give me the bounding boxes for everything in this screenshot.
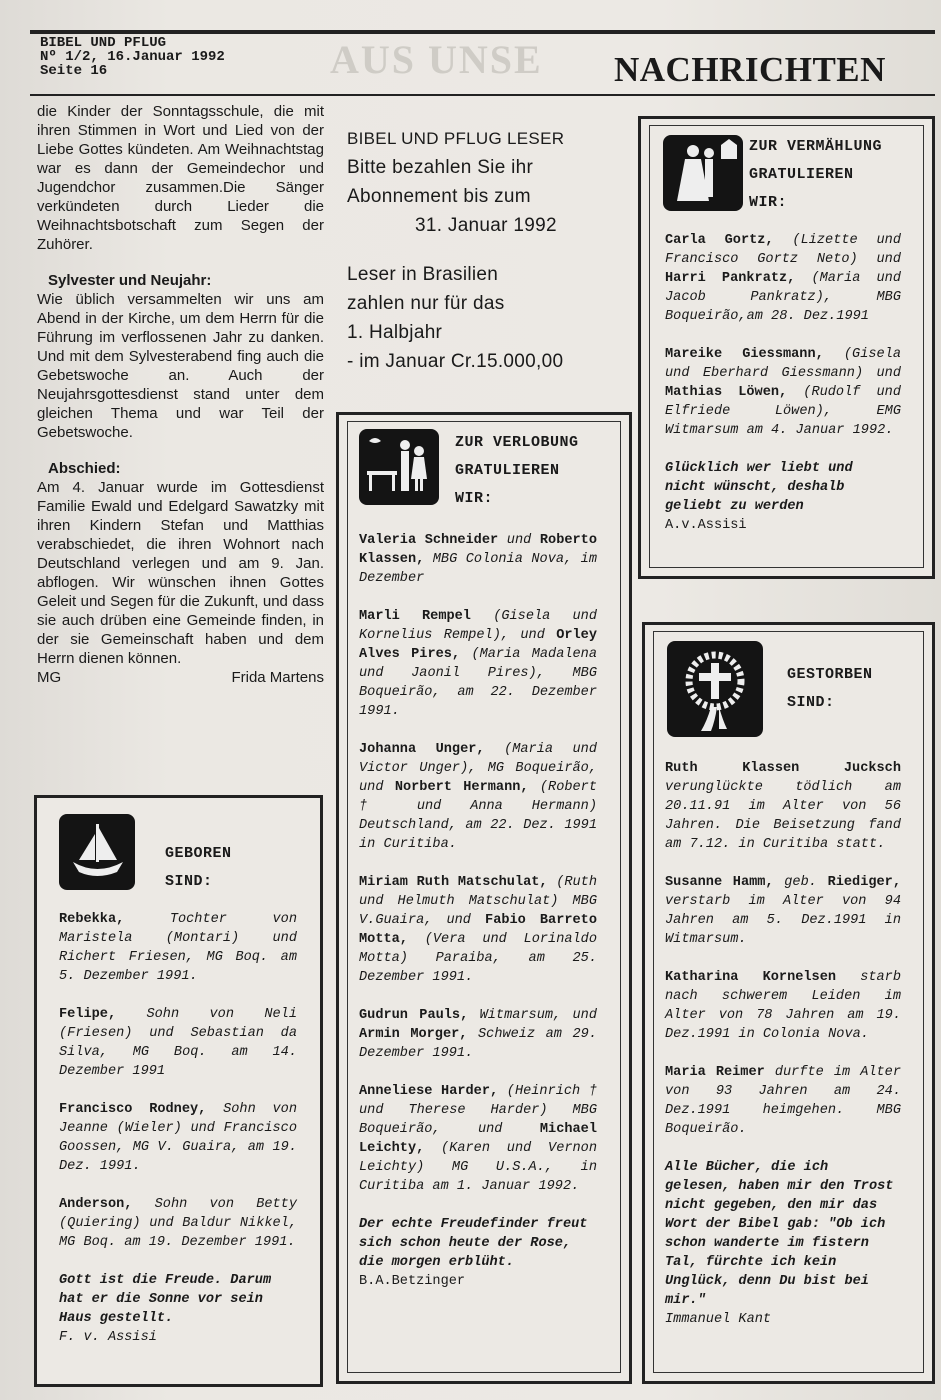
masthead-title: BIBEL UND PFLUG bbox=[40, 35, 167, 51]
birth-entry bbox=[59, 910, 297, 986]
engagements-title-line2: GRATULIEREN bbox=[455, 462, 560, 479]
couple-bench-icon bbox=[359, 429, 439, 505]
engagement-text: Witmarsum, und bbox=[468, 1008, 597, 1023]
birth-entry bbox=[59, 1100, 297, 1176]
weddings-title-line1: ZUR VERMÄHLUNG bbox=[749, 138, 883, 155]
death-text: verstarb im Alter von 94 Jahren am 5. Dez.1991 in Witmarsum. bbox=[665, 894, 901, 947]
header-rule bbox=[30, 94, 935, 96]
engagement-entry bbox=[359, 607, 597, 721]
death-name: Katharina Kornelsen bbox=[665, 970, 837, 985]
wedding-text: (Gisela und Eberhard Giessmann) und bbox=[665, 347, 902, 381]
death-text: geb. bbox=[773, 875, 828, 890]
notice-line-1: BIBEL UND PFLUG LESER bbox=[347, 129, 565, 148]
engagements-title bbox=[455, 429, 579, 513]
birth-name: Anderson, bbox=[59, 1197, 133, 1212]
engagement-text: und bbox=[498, 533, 540, 548]
wedding-name: Harri Pankratz, bbox=[665, 271, 796, 286]
death-entry bbox=[665, 873, 901, 949]
deaths-quote: Alle Bücher, die ich gelesen, haben mir den Trost nicht gegeben, den mir das Wort der Bibel gab: "Ob ich schon wanderte im fistern Tal, fürchte ich kein Unglück, denn Du bist bei mir." bbox=[665, 1160, 894, 1308]
deaths-title-line2: SIND: bbox=[787, 694, 835, 711]
wedding-text: (Lizette und Francisco Gortz Neto) und bbox=[665, 233, 901, 267]
death-name: Riediger, bbox=[827, 875, 901, 890]
wedding-couple-icon bbox=[663, 135, 743, 211]
notice-line-3: Abonnement bis zum bbox=[347, 186, 531, 207]
left-column bbox=[37, 102, 324, 687]
birth-details: Tochter von Maristela (Montari) und Richert Friesen, MG Boq. am 5. Dezember 1991. bbox=[59, 912, 297, 984]
birth-name: Francisco Rodney, bbox=[59, 1102, 207, 1117]
death-entry bbox=[665, 968, 901, 1044]
engagement-entry bbox=[359, 1082, 597, 1196]
engagement-name: Marli Rempel bbox=[359, 609, 471, 624]
masthead-page: Seite 16 bbox=[40, 63, 108, 79]
engagement-text: (Gisela und Kornelius Rempel), und bbox=[359, 609, 597, 643]
death-name: Maria Reimer bbox=[665, 1065, 765, 1080]
engagement-name: Roberto Klassen, bbox=[359, 533, 597, 567]
masthead bbox=[40, 36, 225, 78]
birth-details: Sohn von Neli (Friesen) und Sebastian da Silva, MG Boq. am 14. Dezember 1991 bbox=[59, 1007, 297, 1079]
engagement-entry bbox=[359, 873, 597, 987]
weddings-quote: Glücklich wer liebt und nicht wünscht, deshalb geliebt zu werden bbox=[665, 461, 853, 514]
weddings-entries bbox=[665, 231, 901, 535]
engagement-name: Anneliese Harder, bbox=[359, 1084, 499, 1099]
notice-line-5: Leser in Brasilien bbox=[347, 264, 499, 285]
death-text: starb nach schwerem Leiden im Alter von 78 Jahren am 19. Dez.1991 in Colonia Nova. bbox=[665, 970, 902, 1042]
engagement-text: (Maria Madalena und Jaonil Pires), MBG Boqueirão, am 22. Dezember 1991. bbox=[359, 647, 597, 719]
engagement-entry bbox=[359, 740, 597, 854]
top-rule bbox=[30, 30, 935, 34]
wedding-name: Mareike Giessmann, bbox=[665, 347, 824, 362]
engagement-name: Fabio Barreto Motta, bbox=[359, 913, 597, 947]
signature-line bbox=[37, 668, 324, 687]
engagement-name: Valeria Schneider bbox=[359, 533, 499, 548]
deaths-title-line1: GESTORBEN bbox=[787, 666, 873, 683]
births-box bbox=[34, 795, 323, 1387]
wedding-text: (Rudolf und Elfriede Löwen), EMG Witmarsum am 4. Januar 1992. bbox=[665, 385, 901, 438]
wedding-text: (Maria und Jacob Pankratz), MBG Boqueirão,am 28. Dez.1991 bbox=[665, 271, 901, 324]
births-title bbox=[165, 840, 232, 896]
engagement-name: Orley Alves Pires, bbox=[359, 628, 597, 662]
wedding-name: Mathias Löwen, bbox=[665, 385, 788, 400]
signature-initials: MG bbox=[37, 669, 62, 686]
births-quote: Gott ist die Freude. Darum hat er die Sonne vor sein Haus gestellt. bbox=[59, 1273, 272, 1326]
deaths-box bbox=[642, 622, 935, 1384]
weddings-quote-author: A.v.Assisi bbox=[665, 518, 747, 533]
engagements-title-line1: ZUR VERLOBUNG bbox=[455, 434, 579, 451]
death-name: Susanne Hamm, bbox=[665, 875, 774, 890]
weddings-title-line3: WIR: bbox=[749, 194, 788, 211]
engagements-box bbox=[336, 412, 632, 1384]
engagement-text: (Karen und Vernon Leichty) MG U.S.A., in Curitiba am 1. Januar 1992. bbox=[359, 1141, 597, 1194]
weddings-title bbox=[749, 133, 882, 217]
engagement-name: Armin Morger, bbox=[359, 1027, 468, 1042]
deaths-quote-author: Immanuel Kant bbox=[665, 1312, 772, 1327]
engagement-name: Norbert Hermann, bbox=[394, 780, 529, 795]
sylvester-heading: Sylvester und Neujahr: bbox=[48, 272, 212, 289]
weddings-box bbox=[638, 116, 935, 579]
deaths-title bbox=[787, 661, 873, 717]
engagement-text: (Vera und Lorinaldo Motta) Paraiba, am 25. Dezember 1991. bbox=[359, 932, 597, 985]
engagement-text: (Ruth und Helmuth Matschulat) MBG V.Guaira, und bbox=[359, 875, 597, 928]
death-entry bbox=[665, 1063, 901, 1139]
death-text: durfte im Alter von 93 Jahren am 24. Dez.1991 heimgehen. MBG Boqueirão. bbox=[665, 1065, 901, 1137]
death-entry bbox=[665, 759, 901, 854]
section-title: NACHRICHTEN bbox=[614, 50, 886, 89]
subscription-notice bbox=[347, 124, 637, 376]
cross-wreath-icon bbox=[667, 641, 763, 737]
engagements-quote: Der echte Freudefinder freut sich schon heute der Rose, die morgen erblüht. bbox=[359, 1217, 588, 1270]
sylvester-paragraph: Wie üblich versammelten wir uns am Abend in der Kirche, um dem Herrn für die Führung im verflossenen Jahr zu danken. Und mit dem Sylvesterabend fing auch die Gebetswoche an. Auch der Neujahrsgottesdienst stand unter dem gleichen Thema und war Teil der Gebetswoche. bbox=[37, 291, 324, 441]
engagement-text: MBG Colonia Nova, im Dezember bbox=[359, 552, 597, 586]
engagement-name: Miriam Ruth Matschulat, bbox=[359, 875, 548, 890]
masthead-issue: Nº 1/2, 16.Januar 1992 bbox=[40, 49, 225, 65]
birth-name: Rebekka, bbox=[59, 912, 125, 927]
birth-entry bbox=[59, 1005, 297, 1081]
birth-entry bbox=[59, 1195, 297, 1252]
engagement-text: (Heinrich † und Therese Harder) MBG Boqueirão, und bbox=[359, 1084, 597, 1137]
abschied-paragraph: Am 4. Januar wurde im Gottesdienst Familie Ewald und Edelgard Sawatzky mit ihren Kindern Stefan und Matthias verabschiedet, die ihren Wohnort nach Deutschland verlegen und am 9. Jan. abflogen. Wir wünschen ihnen Gottes Geleit und Segen für die Zukunft, und dass sie auch drüben eine Gemeinde finden, in der sie Gemeinschaft haben und dem Herrn dienen können. bbox=[37, 479, 324, 667]
engagement-entry bbox=[359, 1006, 597, 1063]
engagements-title-line3: WIR: bbox=[455, 490, 494, 507]
births-quote-author: F. v. Assisi bbox=[59, 1330, 157, 1345]
weddings-title-line2: GRATULIEREN bbox=[749, 166, 854, 183]
engagements-quote-author: B.A.Betzinger bbox=[359, 1274, 466, 1289]
signature-author: Frida Martens bbox=[231, 669, 324, 686]
notice-line-7: 1. Halbjahr bbox=[347, 322, 443, 343]
births-title-line1: GEBOREN bbox=[165, 845, 232, 862]
engagement-name: Johanna Unger, bbox=[359, 742, 485, 757]
notice-line-2: Bitte bezahlen Sie ihr bbox=[347, 157, 534, 178]
death-text: verunglückte tödlich am 20.11.91 im Alter von 56 Jahren. Die Beisetzung fand am 7.12. in Curitiba statt. bbox=[665, 780, 901, 852]
notice-line-6: zahlen nur für das bbox=[347, 293, 505, 314]
engagements-entries bbox=[359, 531, 597, 1291]
death-name: Ruth Klassen Jucksch bbox=[665, 761, 901, 776]
engagement-text: (Maria und Victor Unger), MG Boqueirão, und bbox=[359, 742, 597, 795]
wedding-name: Carla Gortz, bbox=[665, 233, 774, 248]
births-entries bbox=[59, 910, 297, 1347]
ghost-bleedthrough-text: AUS UNSE bbox=[330, 37, 543, 82]
deaths-entries bbox=[665, 759, 901, 1329]
engagement-name: Gudrun Pauls, bbox=[359, 1008, 469, 1023]
engagement-entry bbox=[359, 531, 597, 588]
wedding-entry bbox=[665, 345, 901, 440]
abschied-heading: Abschied: bbox=[48, 460, 121, 477]
birth-details: Sohn von Betty (Quiering) und Baldur Nikkel, MG Boq. am 19. Dezember 1991. bbox=[59, 1197, 297, 1250]
notice-line-8: - im Januar Cr.15.000,00 bbox=[347, 351, 564, 372]
birth-name: Felipe, bbox=[59, 1007, 117, 1022]
engagement-text: Schweiz am 29. Dezember 1991. bbox=[359, 1027, 597, 1061]
boat-icon bbox=[59, 814, 135, 890]
wedding-entry bbox=[665, 231, 901, 326]
engagement-name: Michael Leichty, bbox=[359, 1122, 597, 1156]
engagement-text: (Robert † und Anna Hermann) Deutschland, am 22. Dez. 1991 in Curitiba. bbox=[359, 780, 597, 852]
notice-line-4: 31. Januar 1992 bbox=[415, 215, 557, 236]
births-title-line2: SIND: bbox=[165, 873, 213, 890]
birth-details: Sohn von Jeanne (Wieler) und Francisco Goossen, MG V. Guaira, am 19. Dez. 1991. bbox=[59, 1102, 297, 1174]
intro-paragraph: die Kinder der Sonntagsschule, die mit ihren Stimmen in Wort und Lied von der Liebe Gottes kündeten. Am Weihnachtstag war es dann der Gemeindechor und Jugendchor zusammen.Die Sänger verkündeten durch Lieder die Weihnachtsbotschaft zum Segen der Zuhörer. bbox=[37, 103, 324, 253]
